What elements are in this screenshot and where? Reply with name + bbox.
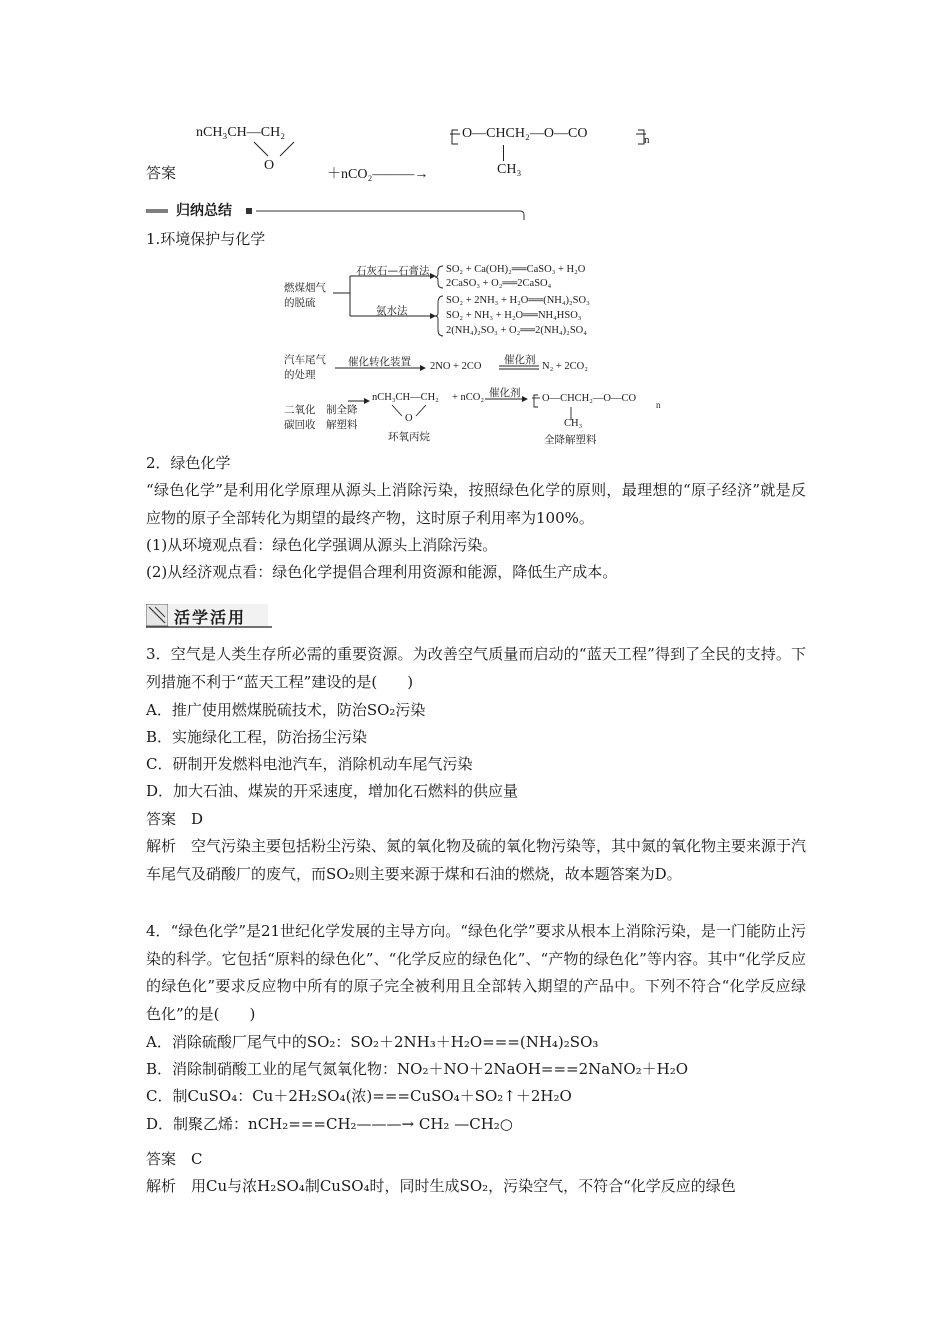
co2-product-n: n <box>656 400 661 410</box>
q4-answer: 答案 C <box>146 1150 203 1168</box>
ammonia-eq1: SO₂ + 2NH₃ + H₂O══(NH₄)₂SO₃ <box>446 295 590 306</box>
q3-stem: 3．空气是人类生存所必需的重要资源。为改善空气质量而启动的“蓝天工程”得到了全民的支持。下列措施不利于“蓝天工程”建设的是( ) <box>146 645 806 691</box>
q3-option-c: C．研制开发燃料电池汽车，消除机动车尾气污染 <box>146 755 473 773</box>
top-reactant <box>196 125 285 141</box>
top-product-bond <box>503 145 504 161</box>
co2-product: O—CHCH₂—O—CO <box>542 393 637 404</box>
co2-method-1: 制全降 <box>326 404 358 416</box>
lime-eq1: SO₂ + Ca(OH)₂══CaSO₃ + H₂O <box>446 264 586 275</box>
q4-option-b: B．消除制硝酸工业的尾气氮氧化物：NO₂＋NO＋2NaOH===2NaNO₂＋H₂O <box>146 1060 689 1078</box>
ammonia-eq2: SO₂ + NH₃ + H₂O══NH₄HSO₃ <box>446 310 582 321</box>
practice-header: 活学活用 <box>174 608 247 627</box>
q4-option-d: D．制聚乙烯：nCH₂===CH₂———→ CH₂ —CH₂○ <box>146 1115 513 1133</box>
co2-product-ch3: CH₃ <box>564 418 583 429</box>
lime-eq2: 2CaSO₃ + O₂══2CaSO₄ <box>446 278 552 289</box>
ammonia-method: 氨水法 <box>376 305 408 317</box>
summary-item2-text: “绿色化学”是利用化学原理从源头上消除污染，按照绿色化学的原则，最理想的“原子经济”就是反应物的原子全部转化为期望的最终产物，这时原子利用率为100%。 <box>146 481 806 527</box>
coal-label-2: 的脱硫 <box>284 297 316 309</box>
exhaust-label-2: 的处理 <box>284 369 316 381</box>
q3-option-b: B．实施绿化工程，防治扬尘污染 <box>146 728 368 746</box>
co2-catalyst: 催化剂 <box>489 387 521 399</box>
top-plus-co2: ＋nCO₂———→ <box>327 167 429 182</box>
co2-epoxide-o: O <box>405 413 413 424</box>
q4-option-a: A．消除硫酸厂尾气中的SO₂：SO₂＋2NH₃＋H₂O===(NH₄)₂SO₃ <box>146 1033 599 1051</box>
top-reactant-line1: nCH₃CH—CH₂ <box>196 125 286 140</box>
q3-analysis: 解析 空气污染主要包括粉尘污染、氮的氧化物及硫的氧化物污染等，其中氮的氧化物主要来源于汽车尾气及硝酸厂的废气，而SO₂则主要来源于煤和石油的燃烧，故本题答案为D。 <box>146 837 807 883</box>
environment-diagram <box>280 258 661 448</box>
q4-option-c: C．制CuSO₄：Cu＋2H₂SO₄(浓)===CuSO₄＋SO₂↑＋2H₂O <box>146 1087 572 1105</box>
coal-label-1: 燃煤烟气 <box>284 282 326 294</box>
top-product-n: n <box>644 134 650 146</box>
top-product: O—CHCH₂—O—CO <box>462 126 588 141</box>
exhaust-eq-left: 2NO + 2CO <box>430 361 482 372</box>
q3-option-a: A．推广使用燃煤脱硫技术，防治SO₂污染 <box>146 701 426 719</box>
top-product-ch3: CH₃ <box>497 162 522 177</box>
q4-analysis: 解析 用Cu与浓H₂SO₄制CuSO₄时，同时生成SO₂，污染空气，不符合“化学反应的绿色 <box>146 1177 736 1195</box>
ammonia-eq3: 2(NH₄)₂SO₃ + O₂══2(NH₄)₂SO₄ <box>446 325 587 336</box>
co2-label-1: 二氧化 <box>284 404 316 416</box>
q3-option-d: D．加大石油、煤炭的开采速度，增加化石燃料的供应量 <box>146 782 519 800</box>
co2-reactant: nCH₃CH—CH₂ <box>372 392 439 403</box>
co2-plus: + nCO₂ <box>452 392 485 403</box>
summary-item2-point2: (2)从经济观点看：绿色化学提倡合理利用资源和能源，降低生产成本。 <box>146 563 618 581</box>
exhaust-catalyst: 催化剂 <box>504 354 536 366</box>
summary-item2-point1: (1)从环境观点看：绿色化学强调从源头上消除污染。 <box>146 536 498 554</box>
co2-reactant-name: 环氧丙烷 <box>388 431 430 443</box>
summary-item2-title: 2．绿色化学 <box>146 454 231 472</box>
co2-method-2: 解塑料 <box>326 419 358 431</box>
summary-item1-title: 1.环境保护与化学 <box>146 230 266 248</box>
co2-product-name: 全降解塑料 <box>544 434 597 446</box>
top-reactant-oxygen: O <box>264 158 275 173</box>
exhaust-label-1: 汽车尾气 <box>284 354 326 366</box>
exhaust-eq-right: N₂ + 2CO₂ <box>542 361 588 372</box>
lime-method: 石灰石—石膏法 <box>356 265 430 277</box>
q4-stem: 4．“绿色化学”是21世纪化学发展的主导方向。“绿色化学”要求从根本上消除污染，是一门能防止污染的科学。它包括“原料的绿色化”、“化学反应的绿色化”、“产物的绿色化”等内容。其中“化学反应的绿色化”要求反应物中所有的原子完全被利用且全部转入期望的产品中。下列不符合“化学反应绿色化”的是( ) <box>146 922 806 1023</box>
catalyst-device: 催化转化装置 <box>348 356 411 368</box>
co2-label-2: 碳回收 <box>284 419 316 431</box>
top-answer-label: 答案 <box>146 164 177 182</box>
epoxide-ring-top <box>250 140 300 160</box>
summary-header: 归纳总结 <box>176 203 232 219</box>
q3-answer: 答案 D <box>146 810 204 828</box>
